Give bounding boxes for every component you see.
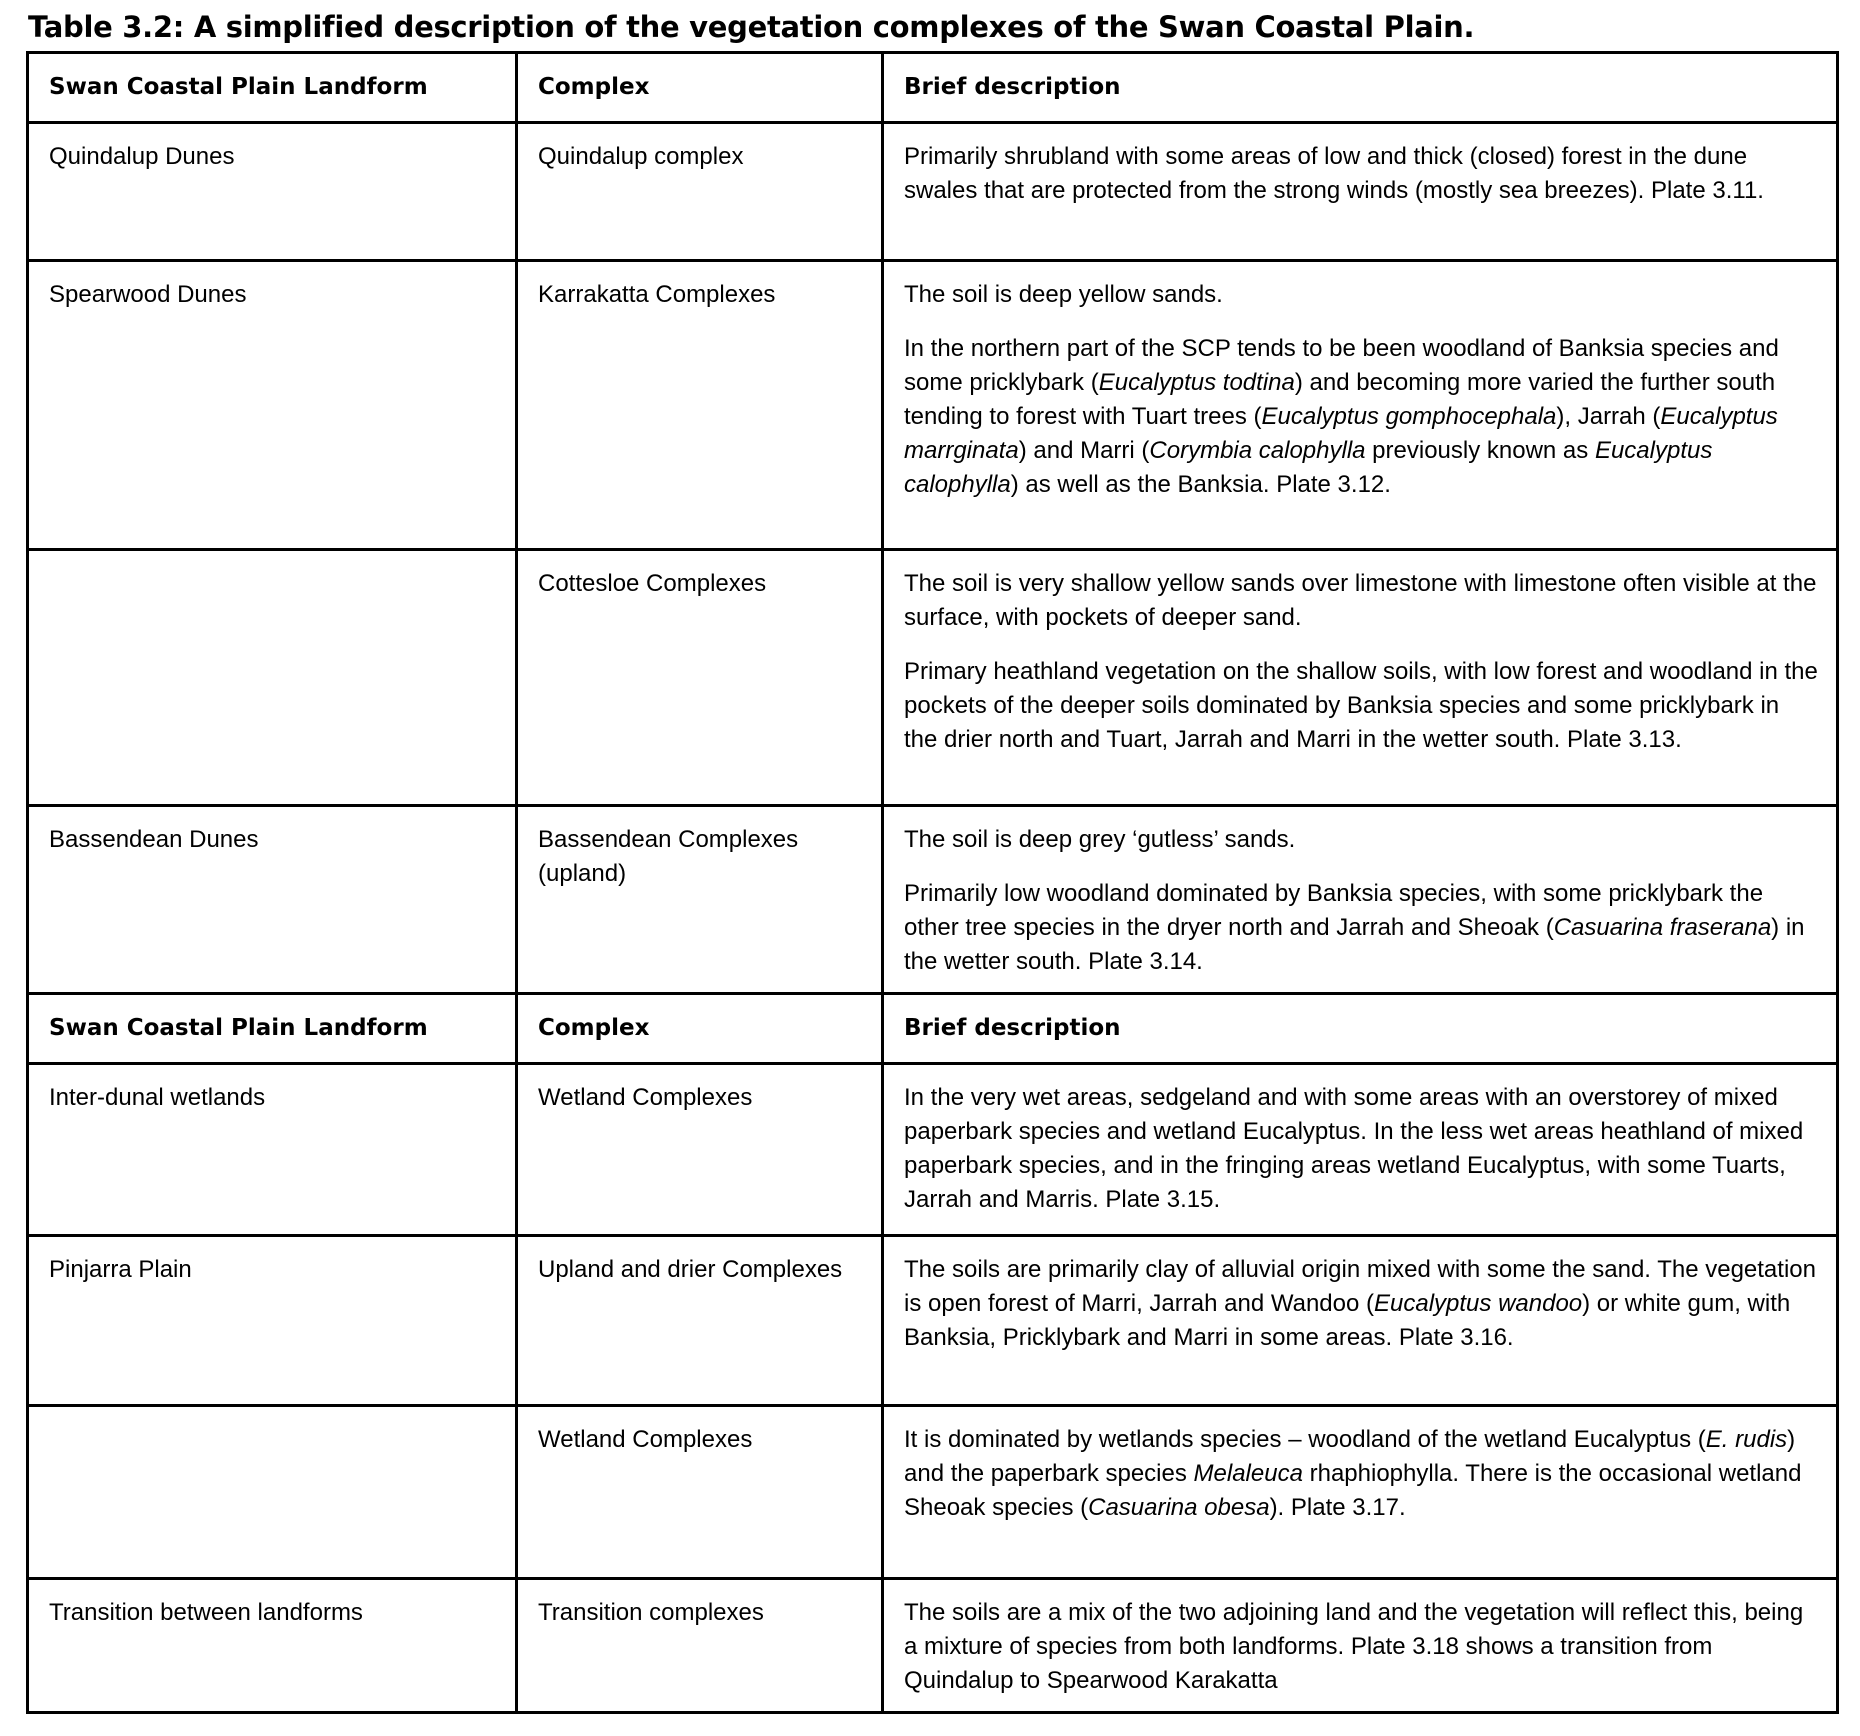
cell-landform: Quindalup Dunes <box>28 123 517 261</box>
cell-description <box>883 1406 1838 1579</box>
description-paragraph <box>904 140 1818 208</box>
species-name: Eucalyptus marrginata <box>904 403 1778 464</box>
table-body <box>28 53 1838 1713</box>
description-text: It is dominated by wetlands species – woodland of the wetland Eucalyptus ( <box>904 1426 1706 1453</box>
table-row <box>28 261 1838 550</box>
species-name: E. rudis <box>1705 1426 1788 1453</box>
species-name: Eucalyptus todtina <box>1098 369 1295 396</box>
description-paragraph <box>904 567 1818 635</box>
header-complex: Complex <box>517 53 883 123</box>
cell-landform: Pinjarra Plain <box>28 1236 517 1406</box>
description-text: ) and the paperbark species <box>904 1426 1796 1487</box>
species-name: Eucalyptus gomphocephala <box>1261 403 1557 430</box>
description-paragraph <box>904 1081 1818 1217</box>
description-paragraph <box>904 1253 1818 1355</box>
cell-landform <box>28 550 517 806</box>
description-paragraph <box>904 1596 1818 1698</box>
table-header-row <box>28 53 1838 123</box>
table-row <box>28 1579 1838 1713</box>
description-paragraph <box>904 655 1818 757</box>
header-landform: Swan Coastal Plain Landform <box>28 994 517 1064</box>
description-text: The soils are a mix of the two adjoining land and the vegetation will reflect this, being a mixture of species from both landforms. Plate 3.18 shows a transition from Quindalup to Spearwood Karakatta <box>904 1599 1804 1694</box>
header-description <box>883 994 1838 1064</box>
species-name: Melaleuca <box>1193 1460 1303 1487</box>
cell-description <box>883 1064 1838 1236</box>
cell-landform: Inter-dunal wetlands <box>28 1064 517 1236</box>
description-text: ) and becoming more varied the further south tending to forest with Tuart trees ( <box>904 369 1776 430</box>
header-landform: Swan Coastal Plain Landform <box>28 53 517 123</box>
cell-complex: Quindalup complex <box>517 123 883 261</box>
description-text: Primary heathland vegetation on the shallow soils, with low forest and woodland in the pockets of the deeper soils dominated by Banksia species and some pricklybark in the drier north and Tuart, Jarrah and Marri in the wetter south. Plate 3.13. <box>904 658 1818 753</box>
cell-description <box>883 1236 1838 1406</box>
description-text: ) as well as the Banksia. Plate 3.12. <box>1010 471 1391 498</box>
description-text: The soil is deep grey ‘gutless’ sands. <box>904 826 1296 853</box>
description-text: ) and Marri ( <box>1018 437 1150 464</box>
table-row <box>28 1064 1838 1236</box>
species-name: Casuarina fraserana <box>1553 914 1772 941</box>
description-text: rhaphiophylla. There is the occasional wetland Sheoak species ( <box>904 1460 1802 1521</box>
species-name: Corymbia calophylla <box>1149 437 1366 464</box>
cell-landform <box>28 1406 517 1579</box>
table-header-row <box>28 994 1838 1064</box>
cell-complex: Transition complexes <box>517 1579 883 1713</box>
cell-landform: Spearwood Dunes <box>28 261 517 550</box>
description-text: In the northern part of the SCP tends to be been woodland of Banksia species and some pricklybark ( <box>904 335 1779 396</box>
description-text: In the very wet areas, sedgeland and with some areas with an overstorey of mixed paperbark species and wetland Eucalyptus. In the less wet areas heathland of mixed paperbark species, and in the fringing areas wetland Eucalyptus, with some Tuarts, Jarrah and Marris. Plate 3.15. <box>904 1084 1804 1213</box>
description-text: Brief description <box>904 1015 1121 1041</box>
description-text: The soils are primarily clay of alluvial origin mixed with some the sand. The vegetation is open forest of Marri, Jarrah and Wandoo ( <box>904 1256 1816 1317</box>
description-text: The soil is deep yellow sands. <box>904 281 1223 308</box>
table-row <box>28 550 1838 806</box>
header-description-text <box>904 1015 1121 1041</box>
species-name: Eucalyptus calophylla <box>904 437 1713 498</box>
description-text: ) in the wetter south. Plate 3.14. <box>904 914 1805 975</box>
header-complex: Complex <box>517 994 883 1064</box>
table-row <box>28 1236 1838 1406</box>
cell-complex: Karrakatta Complexes <box>517 261 883 550</box>
cell-description <box>883 123 1838 261</box>
cell-complex: Bassendean Complexes (upland) <box>517 806 883 994</box>
description-text: previously known as <box>1365 437 1595 464</box>
table-row <box>28 123 1838 261</box>
cell-description <box>883 261 1838 550</box>
description-text: Primarily low woodland dominated by Banksia species, with some pricklybark the other tree species in the dryer north and Jarrah and Sheoak ( <box>904 880 1764 941</box>
description-text: The soil is very shallow yellow sands over limestone with limestone often visible at the surface, with pockets of deeper sand. <box>904 570 1817 631</box>
cell-complex: Wetland Complexes <box>517 1406 883 1579</box>
description-text: ), Jarrah ( <box>1556 403 1661 430</box>
description-paragraph <box>904 332 1818 502</box>
header-description: Brief description <box>883 53 1838 123</box>
cell-complex: Upland and drier Complexes <box>517 1236 883 1406</box>
cell-description <box>883 1579 1838 1713</box>
cell-description <box>883 806 1838 994</box>
description-text: Primarily shrubland with some areas of low and thick (closed) forest in the dune swales that are protected from the strong winds (mostly sea breezes). Plate 3.11. <box>904 143 1764 204</box>
description-text: ) or white gum, with Banksia, Pricklybark and Marri in some areas. Plate 3.16. <box>904 1290 1791 1351</box>
description-text: ). Plate 3.17. <box>1269 1494 1406 1521</box>
description-paragraph <box>904 877 1818 979</box>
cell-complex: Wetland Complexes <box>517 1064 883 1236</box>
description-paragraph <box>904 1423 1818 1525</box>
species-name: Casuarina obesa <box>1088 1494 1270 1521</box>
table-row <box>28 806 1838 994</box>
vegetation-table <box>26 51 1839 1714</box>
species-name: Eucalyptus wandoo <box>1374 1290 1583 1317</box>
description-paragraph <box>904 823 1818 857</box>
table-row <box>28 1406 1838 1579</box>
cell-complex: Cottesloe Complexes <box>517 550 883 806</box>
cell-landform: Transition between landforms <box>28 1579 517 1713</box>
table-caption: Table 3.2: A simplified description of the vegetation complexes of the Swan Coastal Plain. <box>28 10 1475 44</box>
cell-description <box>883 550 1838 806</box>
description-paragraph <box>904 278 1818 312</box>
cell-landform: Bassendean Dunes <box>28 806 517 994</box>
